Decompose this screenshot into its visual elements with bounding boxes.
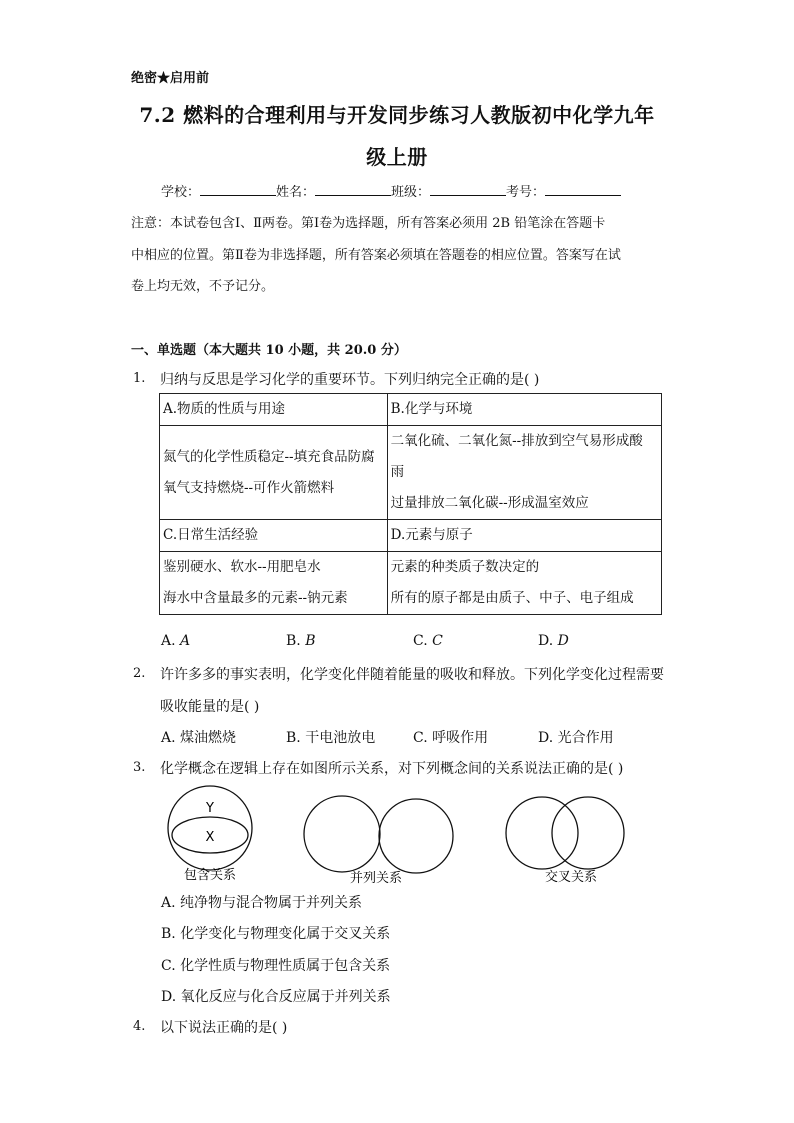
notice-line1: 注意：本试卷包含Ⅰ、Ⅱ两卷。第Ⅰ卷为选择题，所有答案必须用 2B 铅笔涂在答题卡 [131, 216, 606, 231]
q1-cell-d-head: D.元素与原子 [387, 520, 661, 552]
parallel-circle-right [379, 799, 453, 873]
name-label: 姓名： [276, 185, 316, 200]
q2-option-a[interactable]: A. 煤油燃烧 [161, 730, 237, 746]
q3-number: 3. [133, 760, 146, 775]
q1-stem: 归纳与反思是学习化学的重要环节。下列归纳完全正确的是( ) [160, 372, 540, 388]
relation-diagram [150, 780, 650, 890]
student-info-row [161, 181, 621, 200]
q4-stem: 以下说法正确的是( ) [160, 1020, 288, 1036]
q2-stem-line1: 许许多多的事实表明，化学变化伴随着能量的吸收和释放。下列化学变化过程需要 [160, 667, 664, 683]
q2-option-b[interactable]: B. 干电池放电 [286, 730, 376, 746]
cross-caption: 交叉关系 [544, 870, 598, 885]
school-blank[interactable] [200, 181, 276, 196]
notice-line3: 卷上均无效，不予记分。 [131, 279, 275, 294]
q2-option-c[interactable]: C. 呼吸作用 [413, 730, 489, 746]
school-label: 学校： [161, 185, 201, 200]
q1-cell-c-body: 鉴别硬水、软水--用肥皂水 海水中含量最多的元素--钠元素 [160, 552, 388, 615]
class-blank[interactable] [430, 181, 506, 196]
cross-circle-left [506, 797, 578, 869]
label-x: X [205, 830, 215, 845]
q3-stem: 化学概念在逻辑上存在如图所示关系，对下列概念间的关系说法正确的是( ) [160, 761, 624, 777]
q1-cell-a-head: A.物质的性质与用途 [160, 394, 388, 426]
number-label: 考号： [506, 185, 546, 200]
q3-option-b[interactable]: B. 化学变化与物理变化属于交叉关系 [161, 926, 391, 942]
q2-stem-line2: 吸收能量的是( ) [160, 699, 260, 715]
q3-option-a[interactable]: A. 纯净物与混合物属于并列关系 [161, 895, 363, 911]
q1-number: 1. [133, 371, 146, 386]
secret-mark: 绝密★启用前 [131, 71, 210, 86]
parallel-caption: 并列关系 [349, 871, 403, 886]
q1-cell-d-body: 元素的种类质子数决定的 所有的原子都是由质子、中子、电子组成 [387, 552, 661, 615]
parallel-circle-left [304, 796, 380, 872]
q1-cell-b-head: B.化学与环境 [387, 394, 661, 426]
q1-option-c[interactable]: C. C [413, 633, 443, 649]
q2-option-d[interactable]: D. 光合作用 [538, 730, 614, 746]
outer-circle-y [168, 786, 252, 870]
class-label: 班级： [391, 185, 431, 200]
section-heading: 一、单选题（本大题共 10 小题，共 20.0 分） [131, 343, 407, 358]
q1-cell-b-body: 二氧化硫、二氧化氮--排放到空气易形成酸 雨 过量排放二氧化碳--形成温室效应 [387, 426, 661, 520]
q1-cell-a-body: 氮气的化学性质稳定--填充食品防腐 氧气支持燃烧--可作火箭燃料 [160, 426, 388, 520]
label-y: Y [206, 801, 214, 816]
number-blank[interactable] [545, 181, 621, 196]
q3-option-d[interactable]: D. 氧化反应与化合反应属于并列关系 [161, 989, 391, 1005]
contain-caption: 包含关系 [183, 868, 237, 883]
q1-table [159, 393, 662, 615]
q2-number: 2. [133, 666, 146, 681]
name-blank[interactable] [315, 181, 391, 196]
page-title-line1: 7.2 燃料的合理利用与开发同步练习人教版初中化学九年 [139, 103, 655, 127]
q1-cell-c-head: C.日常生活经验 [160, 520, 388, 552]
q4-number: 4. [133, 1019, 146, 1034]
page-title-line2: 级上册 [366, 145, 428, 169]
q3-option-c[interactable]: C. 化学性质与物理性质属于包含关系 [161, 958, 391, 974]
cross-circle-right [552, 797, 624, 869]
notice-line2: 中相应的位置。第Ⅱ卷为非选择题，所有答案必须填在答题卷的相应位置。答案写在试 [131, 248, 621, 263]
q1-option-b[interactable]: B. B [286, 633, 316, 649]
q1-option-d[interactable]: D. D [538, 633, 569, 649]
q1-option-a[interactable]: A. A [161, 633, 191, 649]
